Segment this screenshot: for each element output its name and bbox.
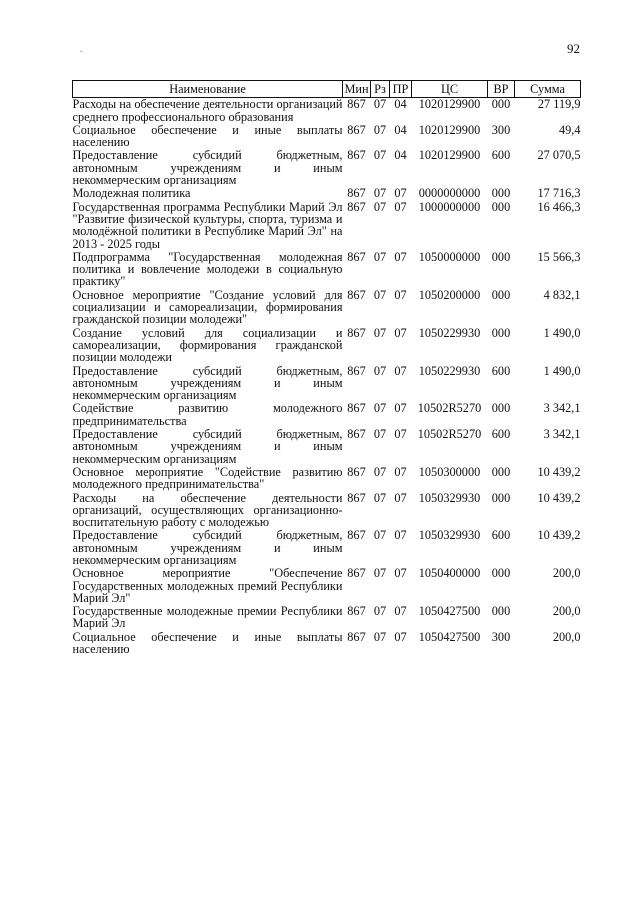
table-row	[73, 567, 581, 605]
table-row	[73, 289, 581, 327]
table-row	[73, 98, 581, 124]
cell-vr: 000	[491, 186, 511, 201]
cell-pr: 07	[394, 629, 407, 644]
cell-rz: 07	[373, 566, 387, 581]
table-row	[73, 605, 581, 631]
cell-vr: 000	[491, 490, 511, 505]
cell-vr: 000	[491, 249, 511, 264]
table-row	[73, 428, 581, 466]
cell-sum: 200,0	[552, 629, 581, 644]
cell-name: Предоставление субсидий бюджетным, автономным учреждениям и иным некоммерческим организациям	[72, 528, 343, 567]
cell-sum: 10 439,2	[537, 490, 581, 505]
cell-name: Расходы на обеспечение деятельности организаций, осуществляющих организационно-воспитательную работу с молодежью	[72, 490, 343, 530]
cell-rz: 07	[373, 401, 387, 416]
table-row	[73, 251, 581, 289]
cell-pr: 07	[394, 186, 407, 201]
cell-min: 867	[347, 97, 366, 112]
cell-pr: 07	[394, 566, 407, 581]
cell-pr: 07	[394, 528, 407, 543]
cell-pr: 07	[394, 401, 407, 416]
cell-vr: 000	[491, 287, 511, 302]
cell-min: 867	[347, 325, 366, 340]
cell-pr: 07	[394, 464, 407, 479]
cell-cs: 1050229930	[418, 325, 481, 340]
cell-min: 867	[347, 490, 366, 505]
cell-min: 867	[347, 604, 366, 619]
table-row	[73, 529, 581, 567]
cell-min: 867	[347, 363, 366, 378]
cell-cs: 1050400000	[418, 566, 481, 581]
cell-sum: 17 716,3	[537, 186, 581, 201]
cell-sum: 4 832,1	[543, 287, 581, 302]
cell-min: 867	[347, 186, 366, 201]
cell-cs: 1050427500	[418, 629, 481, 644]
cell-rz: 07	[373, 363, 387, 378]
cell-pr: 07	[394, 249, 407, 264]
cell-pr: 07	[394, 287, 407, 302]
cell-vr: 000	[491, 97, 511, 112]
cell-cs: 1050300000	[418, 464, 481, 479]
cell-min: 867	[347, 122, 366, 137]
table-body	[73, 98, 581, 657]
cell-rz: 07	[373, 249, 387, 264]
cell-rz: 07	[373, 528, 387, 543]
cell-cs: 1050200000	[418, 287, 481, 302]
cell-cs: 1020129900	[418, 148, 481, 163]
cell-pr: 07	[394, 427, 407, 442]
cell-name: Государственная программа Республики Марий Эл "Развитие физической культуры, спорта, туризма и молодёжной политики в Республике Марий Эл" на 2013 - 2025 годы	[72, 199, 343, 251]
cell-rz: 07	[373, 287, 387, 302]
cell-cs: 1050329930	[418, 490, 481, 505]
cell-min: 867	[347, 629, 366, 644]
cell-cs: 1050229930	[418, 363, 481, 378]
cell-name: Предоставление субсидий бюджетным, автономным учреждениям и иным некоммерческим организациям	[72, 148, 343, 188]
table-row	[73, 402, 581, 428]
cell-vr: 000	[491, 199, 511, 214]
cell-vr: 000	[491, 566, 511, 581]
cell-sum: 10 439,2	[537, 464, 581, 479]
cell-pr: 07	[394, 325, 407, 340]
cell-rz: 07	[373, 148, 387, 163]
cell-rz: 07	[373, 464, 387, 479]
cell-sum: 27 119,9	[537, 97, 581, 112]
table-row	[73, 631, 581, 657]
cell-vr: 300	[491, 629, 511, 644]
header-pr: ПР	[390, 81, 412, 98]
header-min: Мин	[344, 82, 369, 96]
cell-name: Основное мероприятие "Создание условий для социализации и самореализации, формирования гражданской позиции молодежи"	[72, 287, 343, 327]
table-row	[73, 187, 581, 200]
cell-sum: 3 342,1	[543, 427, 581, 442]
cell-cs: 1050329930	[418, 528, 481, 543]
cell-rz: 07	[373, 199, 387, 214]
cell-rz: 07	[373, 122, 387, 137]
cell-pr: 07	[394, 199, 407, 214]
cell-min: 867	[347, 249, 366, 264]
cell-name: Создание условий для социализации и самореализации, формирования гражданской позиции молодежи	[72, 325, 343, 365]
header-cs: ЦС	[412, 81, 488, 98]
table-row	[73, 327, 581, 365]
cell-cs: 1020129900	[418, 97, 481, 112]
cell-cs: 10502R5270	[417, 401, 482, 416]
header-name: Наименование	[73, 81, 343, 98]
cell-min: 867	[347, 199, 366, 214]
cell-vr: 300	[491, 122, 511, 137]
header-sum: Сумма	[515, 81, 581, 98]
cell-name: Государственные молодежные премии Республики Марий Эл	[72, 604, 343, 631]
cell-pr: 07	[394, 490, 407, 505]
cell-cs: 1020129900	[418, 122, 481, 137]
page-number: 92	[567, 41, 580, 56]
cell-vr: 600	[491, 427, 511, 442]
table-row	[73, 466, 581, 492]
scan-speck: .	[80, 44, 83, 54]
cell-pr: 04	[394, 148, 407, 163]
cell-sum: 200,0	[552, 604, 581, 619]
table-row	[73, 124, 581, 150]
cell-sum: 27 070,5	[537, 148, 581, 163]
table-row	[73, 492, 581, 530]
cell-name: Социальное обеспечение и иные выплаты населению	[72, 629, 343, 657]
cell-rz: 07	[373, 490, 387, 505]
cell-rz: 07	[373, 97, 387, 112]
cell-min: 867	[347, 401, 366, 416]
budget-table	[72, 80, 581, 656]
cell-rz: 07	[373, 186, 387, 201]
cell-vr: 600	[491, 528, 511, 543]
cell-rz: 07	[373, 629, 387, 644]
cell-vr: 000	[491, 325, 511, 340]
cell-sum: 10 439,2	[537, 528, 581, 543]
cell-min: 867	[347, 528, 366, 543]
cell-name: Предоставление субсидий бюджетным, автономным учреждениям и иным некоммерческим организациям	[72, 363, 343, 403]
cell-vr: 600	[491, 363, 511, 378]
cell-sum: 1 490,0	[543, 363, 581, 378]
cell-name: Основное мероприятие "Обеспечение Государственных молодежных премий Республики Марий Эл"	[72, 566, 343, 605]
cell-cs: 1000000000	[418, 199, 481, 214]
cell-sum: 49,4	[558, 122, 581, 137]
table-row	[73, 201, 581, 251]
cell-vr: 600	[491, 148, 511, 163]
table-row	[73, 365, 581, 403]
cell-rz: 07	[373, 604, 387, 619]
cell-min: 867	[347, 148, 366, 163]
cell-name: Расходы на обеспечение деятельности организаций среднего профессионального образования	[72, 97, 343, 124]
cell-name: Молодежная политика	[72, 186, 191, 201]
cell-name: Подпрограмма "Государственная молодежная политика и вовлечение молодежи в социальную практику"	[72, 249, 343, 289]
cell-cs: 10502R5270	[417, 427, 482, 442]
cell-sum: 3 342,1	[543, 401, 581, 416]
cell-sum: 15 566,3	[537, 249, 581, 264]
cell-sum: 200,0	[552, 566, 581, 581]
cell-sum: 1 490,0	[543, 325, 581, 340]
cell-vr: 000	[491, 604, 511, 619]
cell-pr: 04	[394, 122, 407, 137]
cell-vr: 000	[491, 464, 511, 479]
cell-pr: 07	[394, 604, 407, 619]
cell-name: Содействие развитию молодежного предпринимательства	[72, 401, 343, 428]
cell-min: 867	[347, 566, 366, 581]
cell-pr: 04	[394, 97, 407, 112]
table-header-row	[73, 81, 581, 98]
cell-cs: 1050427500	[418, 604, 481, 619]
table-row	[73, 149, 581, 187]
cell-name: Предоставление субсидий бюджетным, автономным учреждениям и иным некоммерческим организациям	[72, 427, 343, 466]
cell-name: Социальное обеспечение и иные выплаты населению	[72, 122, 343, 150]
cell-cs: 1050000000	[418, 249, 481, 264]
cell-vr: 000	[491, 401, 511, 416]
cell-min: 867	[347, 464, 366, 479]
cell-rz: 07	[373, 427, 387, 442]
cell-min: 867	[347, 427, 366, 442]
cell-sum: 16 466,3	[537, 199, 581, 214]
header-rz: Рз	[371, 81, 390, 98]
cell-rz: 07	[373, 325, 387, 340]
header-vr: ВР	[488, 81, 515, 98]
cell-cs: 0000000000	[418, 186, 481, 201]
cell-name: Основное мероприятие "Содействие развитию молодежного предпринимательства"	[72, 464, 343, 492]
cell-pr: 07	[394, 363, 407, 378]
cell-min: 867	[347, 287, 366, 302]
